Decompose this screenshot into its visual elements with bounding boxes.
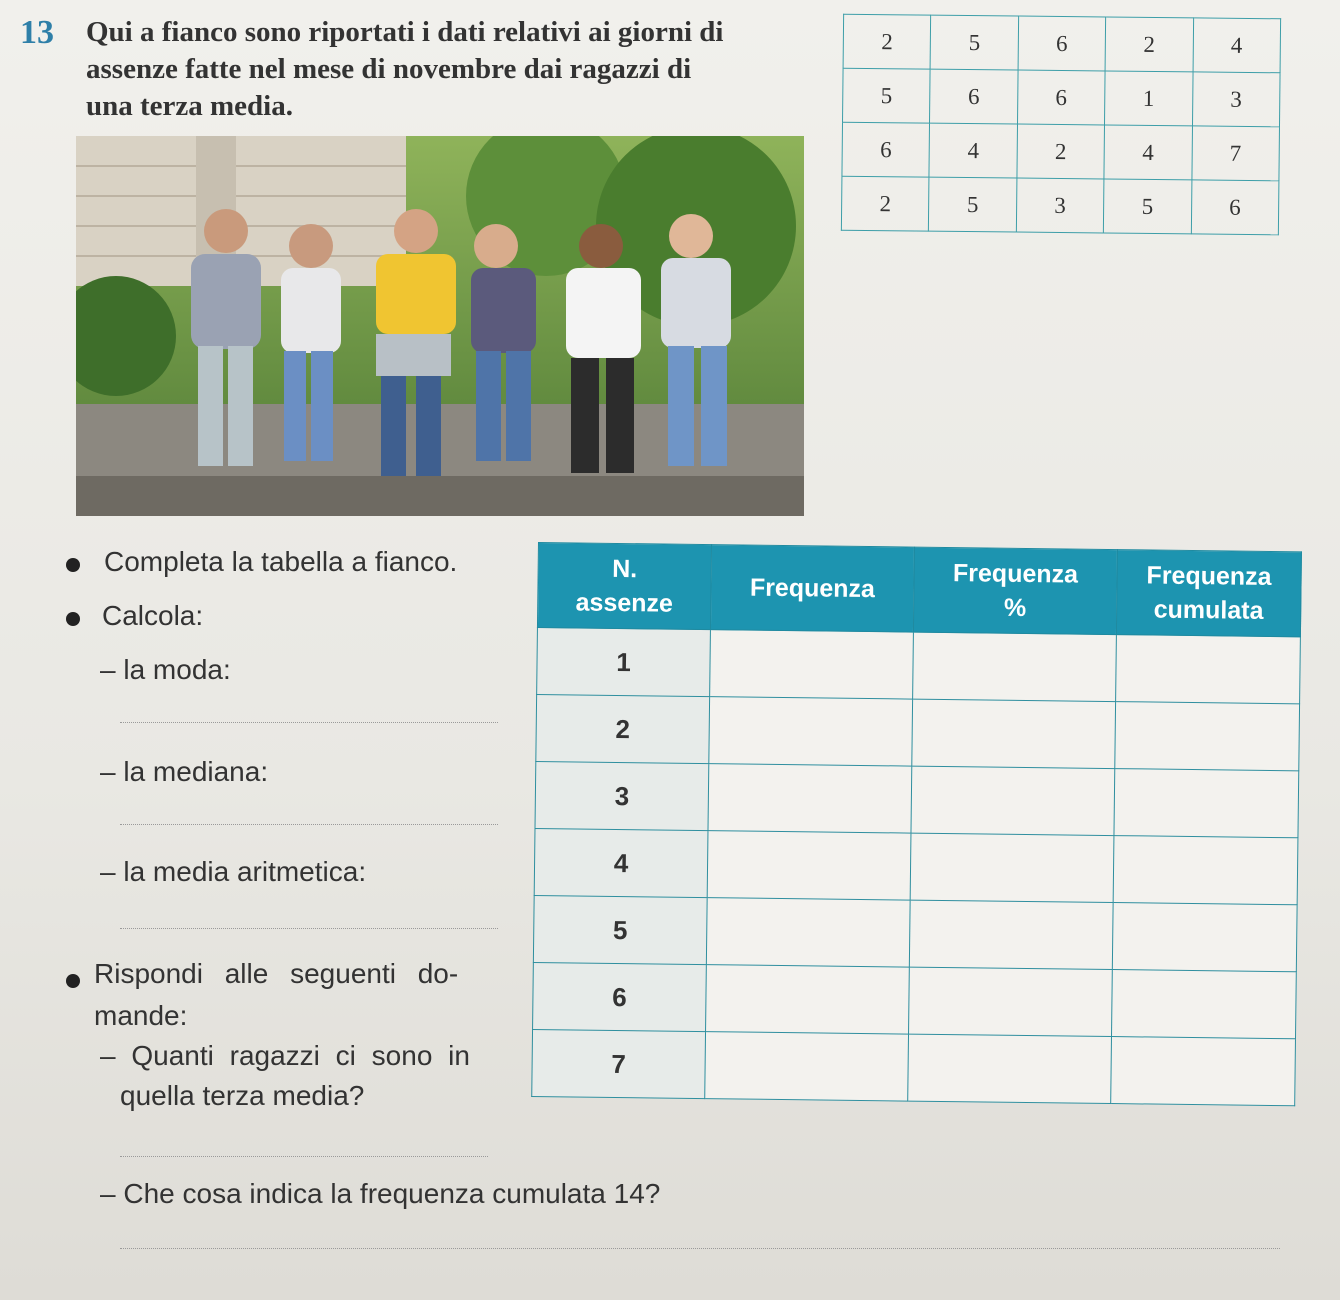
raw-data-cell: 5 — [929, 177, 1017, 232]
cumulative-frequency-cell[interactable] — [1115, 635, 1300, 704]
frequency-cell[interactable] — [709, 697, 913, 766]
raw-data-cell: 3 — [1192, 72, 1280, 127]
raw-data-cell: 3 — [1016, 178, 1104, 233]
task-moda-label: – la moda: — [100, 654, 231, 685]
question-cumulata: – Che cosa indica la frequenza cumulata 14? — [100, 1178, 661, 1209]
frequency-percent-cell[interactable] — [913, 632, 1117, 701]
raw-data-cell: 5 — [930, 15, 1018, 70]
task-media-label: – la media aritmetica: — [100, 856, 367, 887]
frequency-row — [536, 694, 1300, 770]
header-frequenza-cumulata — [1116, 550, 1301, 637]
header-frequenza — [710, 545, 914, 632]
frequency-percent-cell[interactable] — [908, 967, 1112, 1036]
task-calcola: Calcola: — [102, 600, 204, 631]
raw-data-cell: 6 — [930, 69, 1018, 124]
exercise-number: 13 — [20, 14, 54, 51]
frequency-percent-cell[interactable] — [910, 833, 1114, 902]
header-text: Frequenza — [1146, 561, 1272, 591]
task-rispondi-line1: Rispondi alle seguenti do- — [94, 958, 459, 989]
question-quanti-line1: – Quanti ragazzi ci sono in — [100, 1040, 470, 1071]
raw-data-cell: 6 — [1017, 70, 1105, 125]
media-answer-line[interactable] — [120, 928, 498, 929]
task-mediana-label: – la mediana: — [100, 756, 269, 787]
absence-count-cell: 4 — [534, 828, 708, 897]
frequency-row — [532, 1029, 1296, 1105]
raw-data-cell: 2 — [1105, 17, 1193, 72]
absence-count-cell: 3 — [535, 761, 709, 830]
header-text: assenze — [575, 588, 674, 618]
raw-data-cell: 4 — [1104, 125, 1192, 180]
header-text: cumulata — [1153, 595, 1264, 625]
frequency-cell[interactable] — [707, 831, 911, 900]
raw-data-cell: 4 — [1193, 18, 1281, 73]
bullet — [66, 558, 80, 572]
bullet — [66, 612, 80, 626]
intro-line: Qui a fianco sono riportati i dati relativi ai giorni di — [86, 16, 724, 48]
bullet — [66, 974, 80, 988]
frequency-percent-cell[interactable] — [912, 699, 1116, 768]
frequency-cell[interactable] — [706, 965, 910, 1034]
absence-count-cell: 7 — [532, 1029, 706, 1098]
frequency-cell[interactable] — [710, 630, 914, 699]
absence-count-cell: 5 — [533, 895, 707, 964]
header-frequenza-percent — [913, 547, 1117, 634]
raw-data-row — [841, 176, 1279, 235]
raw-data-cell: 2 — [1017, 124, 1105, 179]
moda-answer-line[interactable] — [120, 722, 498, 723]
header-text: % — [1003, 593, 1027, 622]
header-text: N. — [612, 554, 638, 584]
frequency-percent-cell[interactable] — [908, 1034, 1112, 1103]
absence-count-cell: 6 — [533, 962, 707, 1031]
raw-data-cell: 6 — [1191, 180, 1279, 235]
absence-count-cell: 2 — [536, 694, 710, 763]
quanti-answer-line[interactable] — [120, 1156, 488, 1157]
question-quanti-line2: quella terza media? — [120, 1080, 365, 1111]
header-text: Frequenza — [952, 559, 1079, 589]
raw-data-cell: 7 — [1191, 126, 1279, 181]
raw-data-row — [842, 122, 1280, 181]
intro-line: assenze fatte nel mese di novembre dai ragazzi di — [86, 53, 692, 85]
cumulative-frequency-cell[interactable] — [1112, 903, 1297, 972]
raw-data-row — [843, 14, 1281, 73]
frequency-row — [533, 895, 1297, 971]
exercise-intro — [86, 14, 806, 125]
header-n-assenze — [537, 543, 711, 630]
cumulative-frequency-cell[interactable] — [1114, 769, 1299, 838]
cumulative-frequency-cell[interactable] — [1111, 970, 1296, 1039]
students-photo-illustration — [76, 136, 804, 516]
raw-data-cell: 1 — [1105, 71, 1193, 126]
frequency-table — [531, 542, 1302, 1106]
raw-data-cell: 2 — [841, 176, 929, 231]
students-photo — [76, 136, 804, 516]
cumulative-frequency-cell[interactable] — [1110, 1037, 1295, 1106]
raw-data-cell: 5 — [1104, 179, 1192, 234]
frequency-row — [537, 627, 1301, 703]
frequency-cell[interactable] — [708, 764, 912, 833]
raw-data-cell: 5 — [843, 68, 931, 123]
raw-data-table — [841, 14, 1281, 236]
cumulata-answer-line[interactable] — [120, 1248, 1280, 1249]
raw-data-cell: 2 — [843, 14, 931, 69]
raw-data-cell: 4 — [929, 123, 1017, 178]
frequency-cell[interactable] — [706, 898, 910, 967]
raw-data-row — [843, 68, 1281, 127]
intro-line: una terza media. — [86, 90, 293, 122]
frequency-row — [534, 828, 1298, 904]
task-rispondi-line2: mande: — [94, 1000, 188, 1031]
mediana-answer-line[interactable] — [120, 824, 498, 825]
frequency-cell[interactable] — [705, 1032, 909, 1101]
cumulative-frequency-cell[interactable] — [1113, 836, 1298, 905]
frequency-percent-cell[interactable] — [909, 900, 1113, 969]
frequency-row — [533, 962, 1297, 1038]
raw-data-cell: 6 — [842, 122, 930, 177]
header-text: Frequenza — [749, 573, 876, 604]
task-complete-table: Completa la tabella a fianco. — [104, 546, 458, 577]
raw-data-cell: 6 — [1018, 16, 1106, 71]
cumulative-frequency-cell[interactable] — [1115, 702, 1300, 771]
frequency-percent-cell[interactable] — [911, 766, 1115, 835]
absence-count-cell: 1 — [537, 627, 711, 696]
frequency-row — [535, 761, 1299, 837]
